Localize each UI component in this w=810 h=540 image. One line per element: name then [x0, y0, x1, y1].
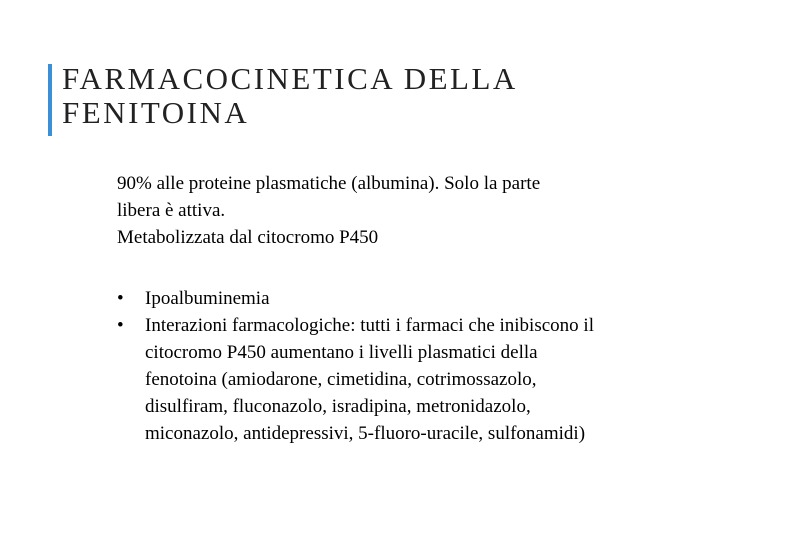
bullet-dot-icon: • [117, 315, 124, 336]
bullet-item-text-line-1: Interazioni farmacologiche: tutti i farmaci che inibiscono il [145, 315, 594, 336]
bullet-item-text: Ipoalbuminemia [145, 288, 270, 309]
bullet-item-ipoalbuminemia [117, 285, 757, 312]
bullet-item-text-line-2: citocromo P450 aumentano i livelli plasmatici della [145, 342, 538, 363]
intro-line-1: 90% alle proteine plasmatiche (albumina). Solo la parte [117, 173, 541, 194]
intro-line-3: Metabolizzata dal citocromo P450 [117, 227, 379, 248]
bullet-list [117, 285, 757, 447]
bullet-item-text-line-3: fenotoina (amiodarone, cimetidina, cotrimossazolo, [145, 369, 537, 390]
bullet-item-text-line-5: miconazolo, antidepressivi, 5-fluoro-uracile, sulfonamidi) [145, 423, 586, 444]
intro-line-2: libera è attiva. [117, 200, 226, 221]
bullet-item-interazioni [117, 312, 757, 447]
title-accent-bar [48, 64, 52, 136]
bullet-dot-icon: • [117, 288, 124, 309]
slide-title-line-1: FARMACOCINETICA DELLA [62, 61, 518, 96]
slide-title-line-2: FENITOINA [62, 95, 250, 130]
bullet-item-text-line-4: disulfiram, fluconazolo, isradipina, metronidazolo, [145, 396, 531, 417]
slide-title [62, 62, 762, 130]
intro-paragraph [117, 170, 757, 251]
